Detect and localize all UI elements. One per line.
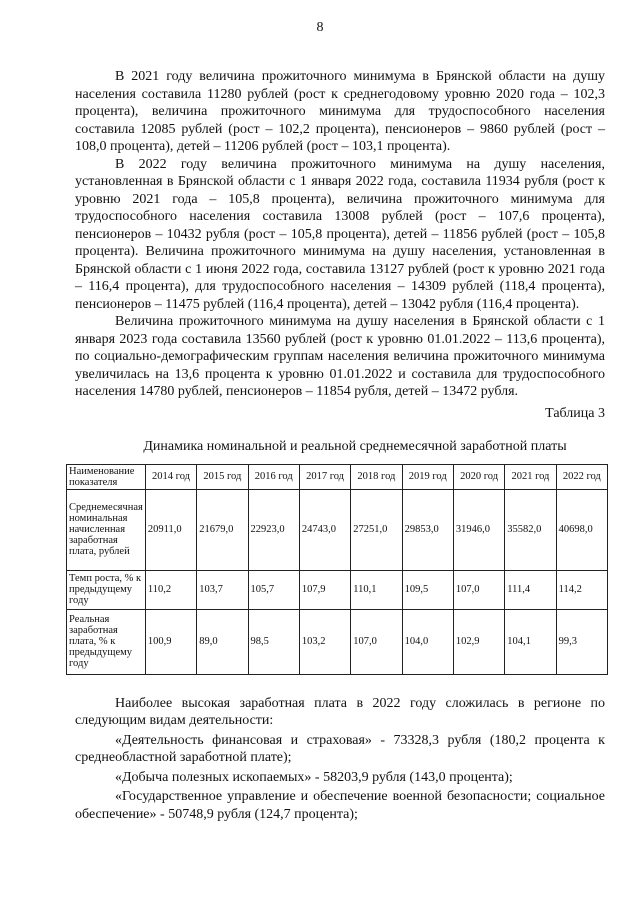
table-cell: 98,5 (248, 609, 299, 674)
paragraph-2021: В 2021 году величина прожиточного минимума в Брянской области на душу населения составила 11280 рублей (рост к среднегодовому уровню 2020 года – 102,3 процента), величина прожиточного минимума для трудоспособного населения составила 12085 рублей (рост – 102,2 процента), пенсионеров – 9860 рублей (рост – 108,0 процента), детей – 11206 рублей (рост – 103,1 процента). (75, 69, 605, 154)
table-header-row (67, 464, 608, 489)
table-cell: 103,2 (299, 609, 350, 674)
header-year: 2020 год (453, 464, 504, 489)
header-year: 2017 год (299, 464, 350, 489)
table-cell: 107,9 (299, 570, 350, 609)
highest-salary-section (75, 695, 605, 824)
header-year: 2018 год (351, 464, 402, 489)
header-year: 2022 год (556, 464, 607, 489)
table-row (67, 609, 608, 674)
table-cell: 24743,0 (299, 489, 350, 570)
header-year: 2016 год (248, 464, 299, 489)
table-cell: 99,3 (556, 609, 607, 674)
table-cell: 110,2 (145, 570, 196, 609)
table-cell: 109,5 (402, 570, 453, 609)
table-row (67, 570, 608, 609)
table-cell: 31946,0 (453, 489, 504, 570)
table-row (67, 489, 608, 570)
table-cell: 29853,0 (402, 489, 453, 570)
paragraph-highest-salary-intro: Наиболее высокая заработная плата в 2022 году сложилась в регионе по следующим видам деятельности: (75, 695, 605, 728)
list-item: «Добыча полезных ископаемых» - 58203,9 рубля (143,0 процента); (115, 769, 513, 785)
table-cell: 20911,0 (145, 489, 196, 570)
table-cell: 40698,0 (556, 489, 607, 570)
document-body (69, 68, 605, 825)
salary-table (66, 464, 608, 675)
table-cell: 114,2 (556, 570, 607, 609)
table-title: Динамика номинальной и реальной среднемесячной заработной платы (143, 439, 567, 454)
table-cell: 111,4 (505, 570, 556, 609)
paragraph-2022: В 2022 году величина прожиточного минимума на душу населения, установленная в Брянской области с 1 января 2022 года, составила 11934 рубля (рост к уровню 2021 года – 105,8 процента), величина прожиточного минимума для трудоспособного населения составила 13008 рублей (рост – 107,6 процента), пенсионеров – 10432 рубля (рост – 105,8 процента), детей – 11856 рублей (рост – 105,8 процента). Величина прожиточного минимума на душу населения, установленная в Брянской области с 1 июня 2022 года, составила 13127 рублей (рост к уровню 2021 года – 116,4 процента), для трудоспособного населения – 14309 рублей (118,4 процента), пенсионеров – 11475 рублей (116,4 процента), детей – 13042 рубля (116,4 процента). (75, 156, 605, 312)
table-cell: 107,0 (351, 609, 402, 674)
table-cell: 110,1 (351, 570, 402, 609)
table-cell: 104,1 (505, 609, 556, 674)
row-label: Темп роста, % к предыдущему году (67, 570, 146, 609)
row-label: Реальная заработная плата, % к предыдущему году (67, 609, 146, 674)
header-year: 2015 год (197, 464, 248, 489)
header-year: 2019 год (402, 464, 453, 489)
header-year: 2021 год (505, 464, 556, 489)
paragraph-2023: Величина прожиточного минимума на душу населения в Брянской области с 1 января 2023 года составила 13560 рублей (рост к уровню 01.01.2022 – 113,6 процента), по социально-демографическим группам населения величина прожиточного минимума увеличилась на 13,6 процента к уровню 01.01.2022 и составила для трудоспособного населения 14780 рублей, пенсионеров – 11854 рубля, детей – 13472 рубля. (75, 314, 605, 399)
list-item: «Государственное управление и обеспечение военной безопасности; социальное обеспечение» - 50748,9 рубля (124,7 процента); (75, 789, 605, 822)
table-cell: 89,0 (197, 609, 248, 674)
table-label: Таблица 3 (545, 405, 605, 421)
header-year: 2014 год (145, 464, 196, 489)
table-cell: 22923,0 (248, 489, 299, 570)
table-cell: 35582,0 (505, 489, 556, 570)
table-cell: 100,9 (145, 609, 196, 674)
table-cell: 103,7 (197, 570, 248, 609)
table-cell: 102,9 (453, 609, 504, 674)
table-cell: 21679,0 (197, 489, 248, 570)
table-cell: 27251,0 (351, 489, 402, 570)
table-cell: 107,0 (453, 570, 504, 609)
table-cell: 105,7 (248, 570, 299, 609)
table-cell: 104,0 (402, 609, 453, 674)
list-item: «Деятельность финансовая и страховая» - 73328,3 рубля (180,2 процента к среднеобластной заработной плате); (75, 732, 605, 765)
page-number: 8 (316, 20, 324, 35)
header-indicator: Наименование показателя (67, 464, 146, 489)
row-label: Среднемесячная номинальная начисленная заработная плата, рублей (67, 489, 146, 570)
